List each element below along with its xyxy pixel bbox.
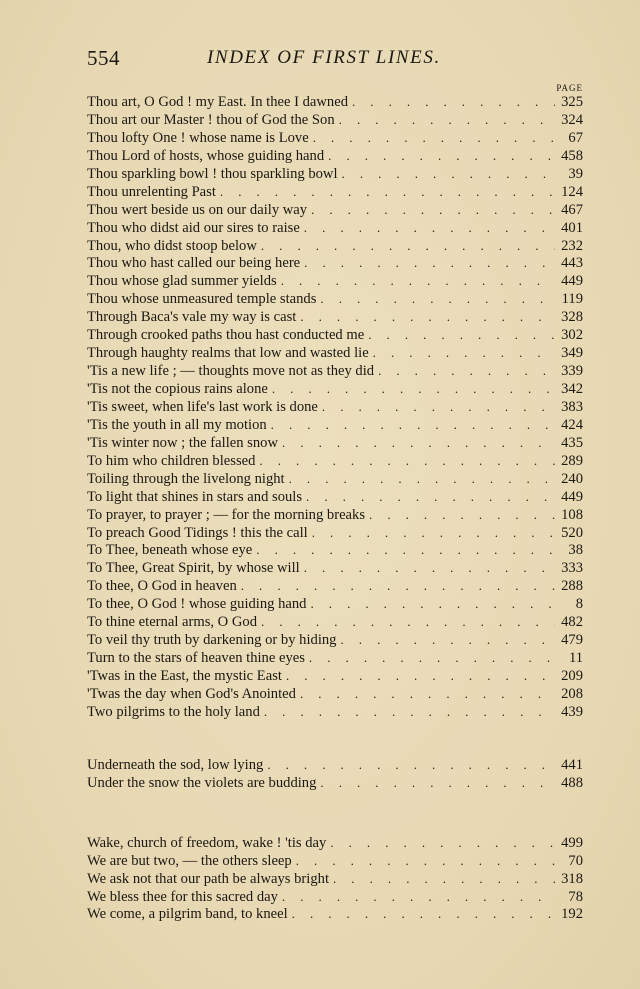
- index-of-first-lines: [87, 93, 583, 923]
- index-entry: [87, 470, 583, 488]
- dot-leader: [286, 667, 555, 685]
- dot-leader: [328, 147, 555, 165]
- index-entry: [87, 774, 583, 792]
- index-entry: [87, 541, 583, 559]
- page-header: [87, 46, 583, 76]
- first-line-text: Thou lofty One ! whose name is Love: [87, 129, 309, 146]
- index-entry: [87, 834, 583, 852]
- dot-leader: [311, 201, 555, 219]
- index-entry: [87, 852, 583, 870]
- first-line-text: Through crooked paths thou hast conducted me: [87, 327, 365, 344]
- page-reference: 208: [561, 685, 583, 702]
- first-line-text: Thou whose unmeasured temple stands: [87, 291, 317, 308]
- index-entry: [87, 559, 583, 577]
- first-line-text: Through Baca's vale my way is cast: [87, 309, 297, 326]
- page-reference: 67: [568, 129, 583, 146]
- first-line-text: 'Tis winter now ; the fallen snow: [87, 434, 278, 451]
- dot-leader: [333, 870, 555, 888]
- first-line-text: Two pilgrims to the holy land: [87, 703, 260, 720]
- dot-leader: [304, 254, 555, 272]
- dot-leader: [292, 905, 555, 923]
- index-entry: [87, 129, 583, 147]
- index-entry: [87, 488, 583, 506]
- page-reference: 458: [561, 147, 583, 164]
- page-reference: 383: [561, 398, 583, 415]
- index-entry: [87, 254, 583, 272]
- index-entry: [87, 756, 583, 774]
- index-entry: [87, 272, 583, 290]
- page-reference: 38: [568, 542, 583, 559]
- dot-leader: [352, 93, 555, 111]
- page-reference: 119: [561, 291, 583, 308]
- page-reference: 441: [561, 756, 583, 773]
- first-line-text: To prayer, to prayer ; — for the morning breaks: [87, 506, 366, 523]
- dot-leader: [306, 488, 555, 506]
- dot-leader: [310, 595, 555, 613]
- dot-leader: [281, 272, 555, 290]
- dot-leader: [289, 470, 555, 488]
- first-line-text: To him who children blessed: [87, 452, 256, 469]
- first-line-text: We are but two, — the others sleep: [87, 852, 292, 869]
- first-line-text: To preach Good Tidings ! this the call: [87, 524, 308, 541]
- first-line-text: 'Twas in the East, the mystic East: [87, 668, 282, 684]
- first-line-text: 'Tis sweet, when life's last work is done: [87, 398, 318, 415]
- page-reference: 70: [568, 852, 583, 869]
- index-entry: [87, 237, 583, 255]
- index-entry: [87, 613, 583, 631]
- first-line-text: Thou sparkling bowl ! thou sparkling bowl: [87, 165, 338, 182]
- first-line-text: Thou who didst aid our sires to raise: [87, 219, 300, 236]
- page-reference: 339: [561, 363, 583, 380]
- dot-leader: [342, 165, 555, 183]
- dot-leader: [378, 362, 555, 380]
- page-reference: 520: [561, 524, 583, 541]
- page-number: 554: [87, 46, 120, 70]
- dot-leader: [300, 308, 555, 326]
- index-entry: [87, 111, 583, 129]
- group-separator: [87, 721, 583, 756]
- index-entry: [87, 577, 583, 595]
- page-reference: 443: [561, 255, 583, 272]
- first-line-text: To thee, O God in heaven: [87, 578, 237, 595]
- page-reference: 467: [561, 201, 583, 218]
- page-reference: 324: [561, 111, 583, 128]
- running-title: INDEX OF FIRST LINES.: [207, 47, 441, 68]
- dot-leader: [259, 452, 555, 470]
- page-reference: 78: [568, 888, 583, 905]
- dot-leader: [296, 852, 555, 870]
- page-reference: 349: [561, 345, 583, 362]
- page-reference: 342: [561, 381, 583, 397]
- index-entry: [87, 524, 583, 542]
- index-entry: [87, 93, 583, 111]
- dot-leader: [322, 398, 555, 416]
- page-reference: 209: [561, 668, 583, 684]
- dot-leader: [282, 888, 555, 906]
- dot-leader: [320, 774, 555, 792]
- first-line-text: Thou Lord of hosts, whose guiding hand: [87, 147, 325, 164]
- index-entry: [87, 380, 583, 398]
- index-entry: [87, 595, 583, 613]
- first-line-text: Through haughty realms that low and wasted lie: [87, 345, 369, 362]
- page-reference: 302: [561, 327, 583, 344]
- first-line-text: Turn to the stars of heaven thine eyes: [87, 650, 305, 667]
- index-entry: [87, 506, 583, 524]
- index-entry: [87, 870, 583, 888]
- first-line-text: To thine eternal arms, O God: [87, 614, 258, 631]
- dot-leader: [272, 380, 555, 398]
- page-reference: 289: [561, 452, 583, 469]
- first-line-text: To thee, O God ! whose guiding hand: [87, 596, 307, 613]
- page-reference: 449: [561, 273, 583, 290]
- first-line-text: Thou unrelenting Past: [87, 183, 216, 200]
- dot-leader: [267, 756, 555, 774]
- page-reference: 124: [561, 183, 583, 200]
- page-reference: 11: [568, 650, 583, 667]
- dot-leader: [339, 111, 555, 129]
- dot-leader: [312, 524, 555, 542]
- first-line-text: Thou art, O God ! my East. In thee I dawned: [87, 94, 348, 110]
- dot-leader: [271, 416, 555, 434]
- dot-leader: [261, 613, 555, 631]
- index-entry: [87, 416, 583, 434]
- page-reference: 39: [568, 165, 583, 182]
- first-line-text: Thou who hast called our being here: [87, 255, 301, 272]
- index-entry: [87, 308, 583, 326]
- page-reference: 499: [561, 834, 583, 851]
- first-line-text: Toiling through the livelong night: [87, 470, 285, 487]
- page-reference: 424: [561, 416, 583, 433]
- index-entry: [87, 362, 583, 380]
- page-reference: 288: [561, 578, 583, 595]
- index-entry: [87, 703, 583, 721]
- first-line-text: We come, a pilgrim band, to kneel: [87, 906, 288, 923]
- index-entry: [87, 344, 583, 362]
- dot-leader: [330, 834, 555, 852]
- page-reference: 435: [561, 434, 583, 451]
- first-line-text: 'Tis a new life ; — thoughts move not as they did: [87, 363, 375, 380]
- dot-leader: [256, 541, 555, 559]
- index-entry: [87, 398, 583, 416]
- page-reference: 333: [561, 560, 583, 577]
- page-reference: 232: [561, 237, 583, 254]
- dot-leader: [220, 183, 555, 201]
- first-line-text: Thou whose glad summer yields: [87, 273, 277, 290]
- group-separator: [87, 792, 583, 834]
- first-line-text: To light that shines in stars and souls: [87, 488, 303, 505]
- index-entry: [87, 183, 583, 201]
- dot-leader: [304, 559, 555, 577]
- page-reference: 318: [561, 870, 583, 887]
- first-line-text: 'Tis the youth in all my motion: [87, 416, 267, 433]
- index-entry: [87, 434, 583, 452]
- page-reference: 479: [561, 632, 583, 649]
- page-reference: 325: [561, 94, 583, 110]
- dot-leader: [261, 237, 555, 255]
- first-line-text: Underneath the sod, low lying: [87, 756, 264, 773]
- page-reference: 240: [561, 470, 583, 487]
- page-reference: 8: [575, 596, 583, 613]
- page-column-label: PAGE: [556, 83, 583, 93]
- page-reference: 482: [561, 614, 583, 631]
- page-reference: 192: [561, 906, 583, 923]
- page-reference: 439: [561, 703, 583, 720]
- page-reference: 401: [561, 219, 583, 236]
- dot-leader: [340, 631, 555, 649]
- dot-leader: [300, 685, 555, 703]
- page-reference: 328: [561, 309, 583, 326]
- dot-leader: [309, 649, 555, 667]
- dot-leader: [373, 344, 555, 362]
- first-line-text: Thou art our Master ! thou of God the Son: [87, 111, 335, 128]
- page-reference: 108: [561, 506, 583, 523]
- dot-leader: [313, 129, 555, 147]
- index-entry: [87, 290, 583, 308]
- index-entry: [87, 219, 583, 237]
- index-entry: [87, 165, 583, 183]
- index-entry: [87, 667, 583, 685]
- first-line-text: To veil thy truth by darkening or by hiding: [87, 632, 337, 649]
- first-line-text: 'Tis not the copious rains alone: [87, 381, 268, 397]
- first-line-text: To Thee, beneath whose eye: [87, 542, 253, 559]
- index-entry: [87, 201, 583, 219]
- dot-leader: [369, 506, 555, 524]
- index-entry: [87, 631, 583, 649]
- index-entry: [87, 452, 583, 470]
- first-line-text: Thou, who didst stoop below: [87, 237, 257, 254]
- first-line-text: Wake, church of freedom, wake ! 'tis day: [87, 834, 327, 851]
- index-entry: [87, 326, 583, 344]
- first-line-text: We bless thee for this sacred day: [87, 888, 278, 905]
- page-reference: 449: [561, 488, 583, 505]
- index-entry: [87, 905, 583, 923]
- index-entry: [87, 147, 583, 165]
- index-entry: [87, 685, 583, 703]
- dot-leader: [304, 219, 555, 237]
- first-line-text: 'Twas the day when God's Anointed: [87, 685, 296, 702]
- index-entry: [87, 649, 583, 667]
- index-entry: [87, 888, 583, 906]
- dot-leader: [320, 290, 555, 308]
- dot-leader: [241, 577, 555, 595]
- dot-leader: [264, 703, 555, 721]
- first-line-text: Under the snow the violets are budding: [87, 774, 317, 791]
- dot-leader: [282, 434, 555, 452]
- first-line-text: To Thee, Great Spirit, by whose will: [87, 560, 300, 577]
- page-reference: 488: [561, 774, 583, 791]
- dot-leader: [368, 326, 555, 344]
- first-line-text: We ask not that our path be always bright: [87, 870, 329, 887]
- first-line-text: Thou wert beside us on our daily way: [87, 201, 308, 218]
